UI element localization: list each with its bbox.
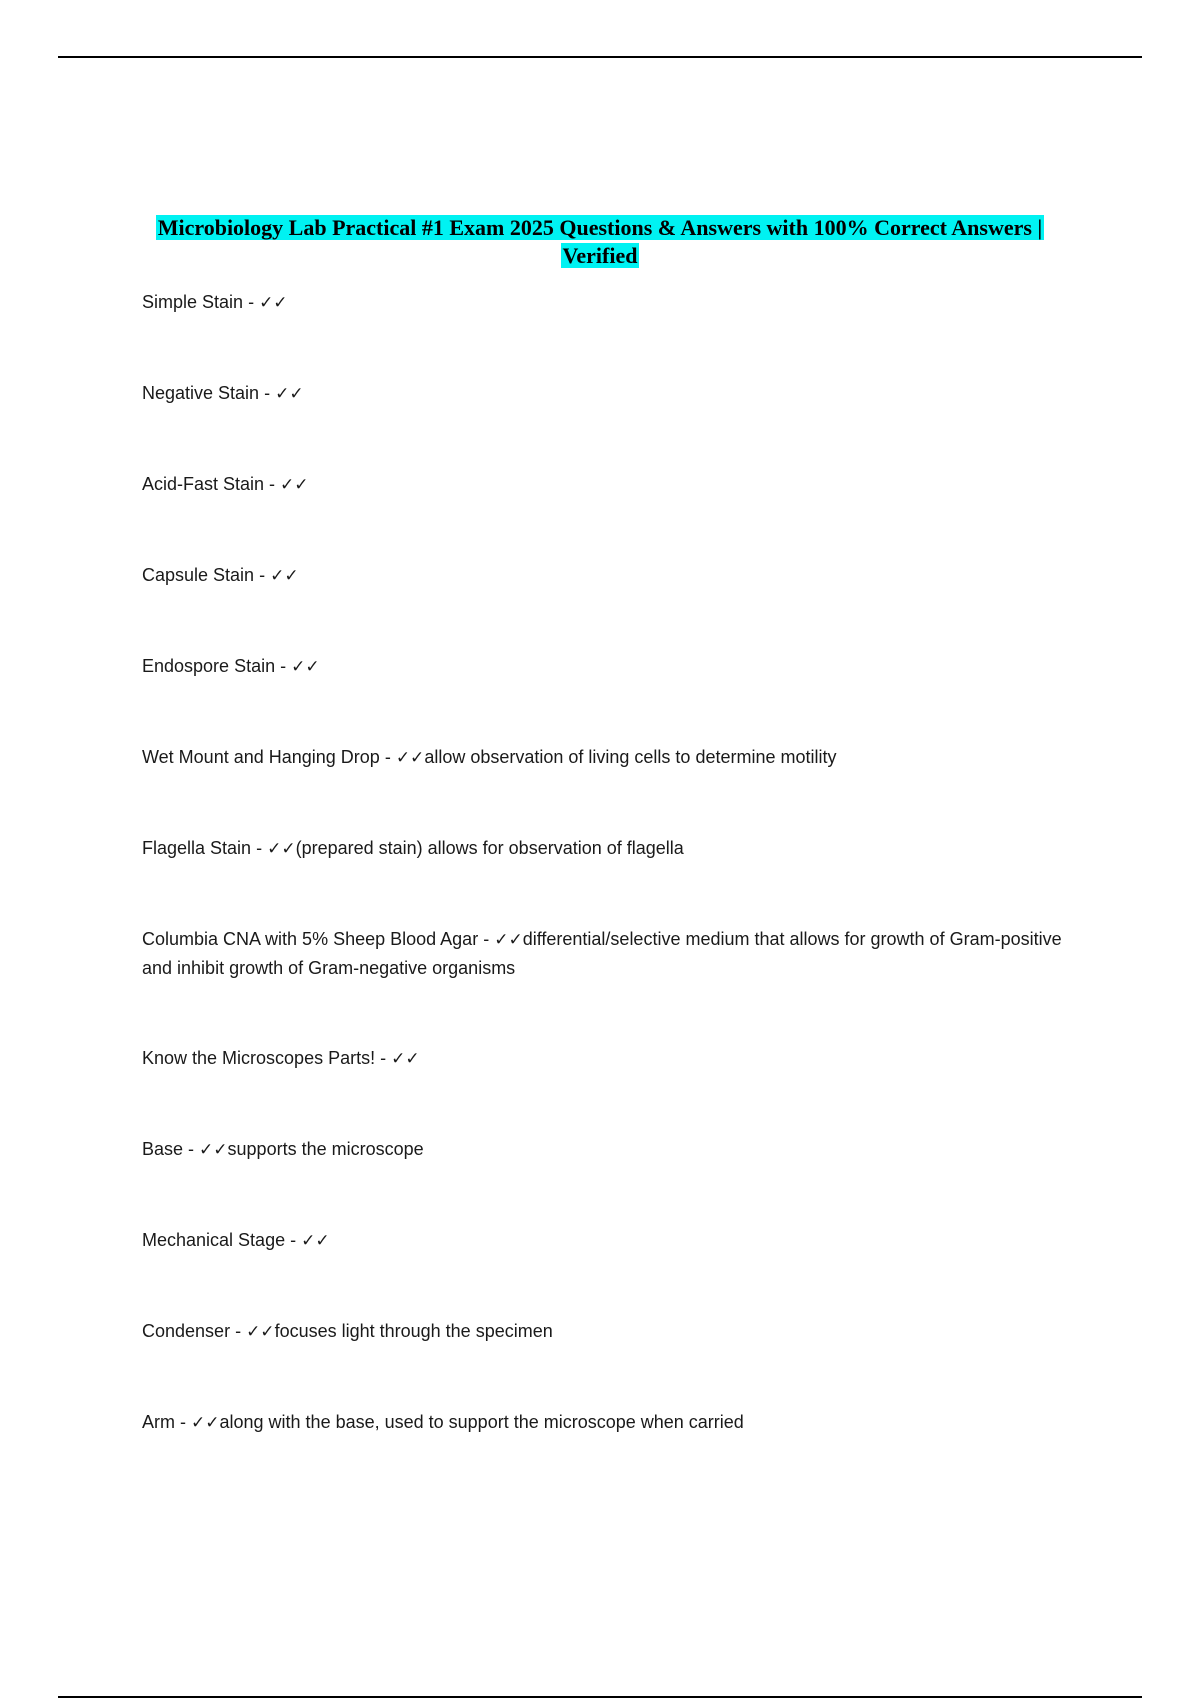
title-highlight: Microbiology Lab Practical #1 Exam 2025 Questions & Answers with 100% Correct Answers | Verified — [157, 215, 1043, 268]
checkmark-icon: ✓✓ — [259, 293, 288, 313]
qa-answer: supports the microscope — [227, 1139, 424, 1159]
checkmark-icon: ✓✓ — [494, 930, 523, 950]
qa-item: Columbia CNA with 5% Sheep Blood Agar - ✓✓differential/selective medium that allows for growth of Gram-positive and inhibit growth of Gram-negative organisms — [142, 929, 1062, 978]
checkmark-icon: ✓✓ — [275, 384, 304, 404]
qa-item: Capsule Stain - ✓✓ — [142, 565, 299, 586]
checkmark-icon: ✓✓ — [267, 839, 296, 859]
qa-term: Simple Stain — [142, 292, 244, 312]
qa-answer: differential/selective medium that allows for growth of Gram-positive and inhibit growth of Gram-negative organisms — [142, 929, 1062, 978]
bottom-rule — [58, 1696, 1142, 1698]
document-title — [140, 214, 1060, 270]
qa-item: Negative Stain - ✓✓ — [142, 383, 304, 404]
checkmark-icon: ✓✓ — [291, 657, 320, 677]
qa-item: Condenser - ✓✓focuses light through the specimen — [142, 1321, 553, 1342]
qa-answer: allow observation of living cells to determine motility — [424, 747, 837, 767]
checkmark-icon: ✓✓ — [191, 1413, 220, 1433]
qa-item: Endospore Stain - ✓✓ — [142, 656, 320, 677]
qa-term: Flagella Stain — [142, 838, 252, 858]
qa-term: Negative Stain — [142, 383, 260, 403]
qa-item: Flagella Stain - ✓✓(prepared stain) allows for observation of flagella — [142, 838, 684, 859]
checkmark-icon: ✓✓ — [270, 566, 299, 586]
qa-item: Know the Microscopes Parts! - ✓✓ — [142, 1048, 420, 1069]
qa-answer: (prepared stain) allows for observation of flagella — [295, 838, 684, 858]
checkmark-icon: ✓✓ — [301, 1231, 330, 1251]
qa-item: Simple Stain - ✓✓ — [142, 292, 288, 313]
qa-term: Condenser — [142, 1321, 231, 1341]
checkmark-icon: ✓✓ — [391, 1049, 420, 1069]
qa-term: Mechanical Stage — [142, 1230, 286, 1250]
qa-term: Know the Microscopes Parts! — [142, 1048, 376, 1068]
qa-item: Base - ✓✓supports the microscope — [142, 1139, 424, 1160]
checkmark-icon: ✓✓ — [246, 1322, 275, 1342]
qa-item: Wet Mount and Hanging Drop - ✓✓allow observation of living cells to determine motility — [142, 747, 837, 768]
qa-answer: along with the base, used to support the microscope when carried — [219, 1412, 744, 1432]
qa-term: Base — [142, 1139, 184, 1159]
qa-term: Capsule Stain — [142, 565, 255, 585]
qa-answer: focuses light through the specimen — [274, 1321, 553, 1341]
qa-term: Arm — [142, 1412, 175, 1432]
qa-term: Acid-Fast Stain — [142, 474, 265, 494]
qa-term: Wet Mount and Hanging Drop — [142, 747, 380, 767]
qa-item: Arm - ✓✓along with the base, used to support the microscope when carried — [142, 1412, 744, 1433]
checkmark-icon: ✓✓ — [199, 1140, 228, 1160]
checkmark-icon: ✓✓ — [395, 748, 425, 768]
top-rule — [58, 56, 1142, 58]
qa-item: Mechanical Stage - ✓✓ — [142, 1230, 330, 1251]
qa-term: Endospore Stain — [142, 656, 276, 676]
qa-item: Acid-Fast Stain - ✓✓ — [142, 474, 309, 495]
checkmark-icon: ✓✓ — [280, 475, 309, 495]
qa-term: Columbia CNA with 5% Sheep Blood Agar — [142, 929, 479, 949]
